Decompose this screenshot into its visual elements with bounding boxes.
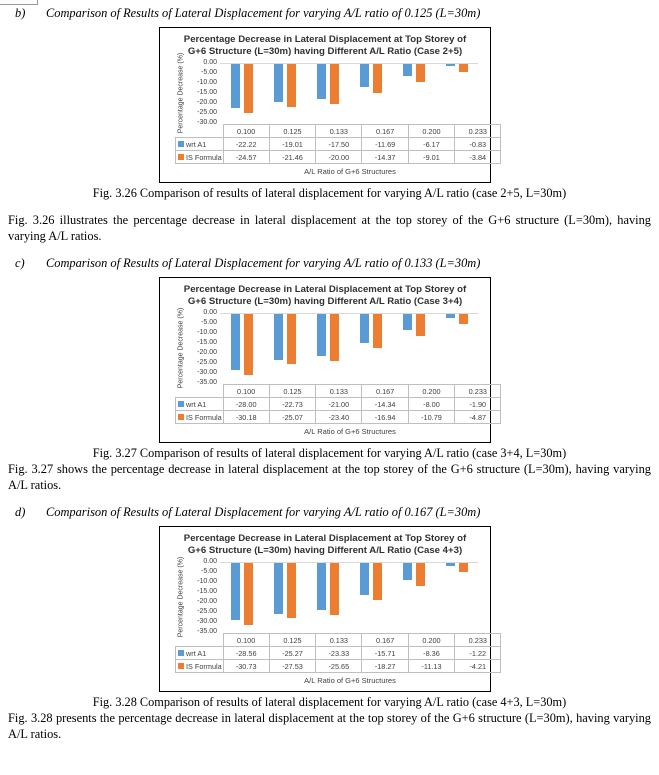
table-value-cell: -21.00 — [316, 398, 362, 411]
y-tick-label: -15.00 — [197, 588, 217, 596]
bar-wrt-a1 — [317, 64, 326, 99]
bar-wrt-a1 — [274, 563, 283, 614]
table-category-cell: 0.167 — [362, 634, 408, 647]
table-value-cell: -4.87 — [455, 411, 501, 424]
body-paragraph: Fig. 3.28 presents the percentage decrease in lateral displacement at the top storey of the G+6 structure (L=30m), having varying A/L ratios. — [8, 711, 651, 741]
table-category-cell: 0.167 — [362, 125, 408, 138]
table-value-cell: -9.01 — [408, 151, 454, 164]
figure-caption: Fig. 3.27 Comparison of results of lateral displacement for varying A/L ratio (case 3+4, L=30m) — [92, 446, 567, 461]
bar-group — [220, 563, 263, 624]
table-category-row — [176, 125, 501, 138]
plot-area — [220, 562, 478, 633]
x-axis-label: A/L Ratio of G+6 Structures — [304, 427, 396, 437]
bar-is-formula — [459, 64, 468, 72]
y-tick-label: -30.00 — [197, 369, 217, 377]
y-axis — [175, 52, 220, 134]
bar-wrt-a1 — [446, 64, 455, 66]
table-value-cell: -23.33 — [316, 647, 362, 660]
table-value-cell: -22.22 — [223, 138, 269, 151]
y-tick-label: -15.00 — [197, 339, 217, 347]
bar-group — [220, 64, 263, 113]
table-value-cell: -0.83 — [455, 138, 501, 151]
y-axis-label: Percentage Decrease (%) — [177, 557, 185, 638]
bar-group — [349, 314, 392, 348]
table-category-cell: 0.100 — [223, 385, 269, 398]
bar-group — [392, 314, 435, 336]
table-series-row — [176, 647, 501, 660]
table-value-cell: -1.90 — [455, 398, 501, 411]
legend-label: wrt A1 — [186, 648, 207, 658]
bar-group — [435, 64, 478, 72]
bar-wrt-a1 — [231, 314, 240, 370]
table-value-cell: -18.27 — [362, 660, 408, 673]
plot-area — [220, 63, 478, 124]
legend-label: IS Formula — [186, 412, 222, 422]
bar-wrt-a1 — [274, 314, 283, 359]
bar-is-formula — [330, 64, 339, 104]
bar-group — [263, 563, 306, 618]
heading-text: Comparison of Results of Lateral Displacement for varying A/L ratio of 0.167 (L=30m) — [46, 505, 481, 520]
bar-group — [392, 563, 435, 585]
chart-figure-case-3plus4 — [159, 277, 491, 443]
table-value-cell: -23.40 — [316, 411, 362, 424]
y-tick-label: -5.00 — [201, 69, 217, 76]
figure-caption: Fig. 3.28 Comparison of results of lateral displacement for varying A/L ratio (case 4+3, L=30m) — [92, 695, 567, 710]
bar-wrt-a1 — [360, 64, 369, 87]
table-value-cell: -22.73 — [269, 398, 315, 411]
table-value-cell: -6.17 — [408, 138, 454, 151]
bar-wrt-a1 — [317, 314, 326, 356]
bar-wrt-a1 — [446, 314, 455, 318]
heading-letter: c) — [15, 256, 25, 271]
bar-is-formula — [244, 563, 253, 624]
table-category-cell: 0.233 — [455, 634, 501, 647]
bar-group — [306, 563, 349, 614]
heading-letter: d) — [15, 505, 26, 520]
table-value-cell: -3.84 — [455, 151, 501, 164]
table-value-cell: -11.69 — [362, 138, 408, 151]
figure-caption: Fig. 3.26 Comparison of results of lateral displacement for varying A/L ratio (case 2+5, L=30m) — [92, 186, 567, 200]
bar-wrt-a1 — [403, 64, 412, 76]
bar-group — [349, 64, 392, 93]
table-value-cell: -25.07 — [269, 411, 315, 424]
bar-wrt-a1 — [231, 64, 240, 108]
chart-body — [175, 557, 478, 638]
table-value-cell: -19.01 — [269, 138, 315, 151]
bar-group — [435, 314, 478, 324]
bar-is-formula — [287, 64, 296, 107]
table-series-row — [176, 398, 501, 411]
table-value-cell: -28.00 — [223, 398, 269, 411]
section-heading — [15, 6, 651, 21]
plot-area — [220, 313, 478, 384]
bar-group — [263, 64, 306, 107]
y-tick-label: -20.00 — [197, 598, 217, 606]
table-category-cell: 0.125 — [269, 385, 315, 398]
bar-group — [435, 563, 478, 571]
bar-wrt-a1 — [231, 563, 240, 620]
y-tick-label: -20.00 — [197, 349, 217, 357]
table-category-cell: 0.125 — [269, 125, 315, 138]
bar-wrt-a1 — [446, 563, 455, 565]
y-tick-label: -10.00 — [197, 79, 217, 86]
bar-group — [306, 314, 349, 361]
bar-is-formula — [373, 563, 382, 600]
table-category-cell: 0.200 — [408, 125, 454, 138]
y-tick-label: -30.00 — [197, 119, 217, 126]
table-category-cell: 0.100 — [223, 634, 269, 647]
table-value-cell: -27.53 — [269, 660, 315, 673]
bar-group — [306, 64, 349, 104]
table-category-cell: 0.167 — [362, 385, 408, 398]
y-tick-label: -35.00 — [197, 628, 217, 636]
bar-wrt-a1 — [403, 314, 412, 330]
y-tick-label: -5.00 — [201, 568, 217, 576]
bar-wrt-a1 — [360, 563, 369, 594]
legend-label: IS Formula — [186, 152, 222, 162]
bar-group — [220, 314, 263, 374]
body-paragraph: Fig. 3.27 shows the percentage decrease in lateral displacement at the top storey of the G+6 structure (L=30m), having varying A/L ratios. — [8, 462, 651, 492]
y-tick-label: -10.00 — [197, 578, 217, 586]
table-category-cell: 0.200 — [408, 634, 454, 647]
table-value-cell: -1.22 — [455, 647, 501, 660]
table-value-cell: -21.46 — [269, 151, 315, 164]
table-category-cell: 0.125 — [269, 634, 315, 647]
table-value-cell: -8.00 — [408, 398, 454, 411]
table-value-cell: -30.73 — [223, 660, 269, 673]
page-corner-artifact — [0, 0, 38, 5]
bar-group — [263, 314, 306, 364]
y-tick-label: -15.00 — [197, 89, 217, 96]
table-category-cell: 0.200 — [408, 385, 454, 398]
bar-is-formula — [373, 64, 382, 93]
section-b — [8, 6, 651, 244]
bar-is-formula — [416, 314, 425, 336]
bar-is-formula — [244, 64, 253, 113]
table-series-row — [176, 138, 501, 151]
table-value-cell: -17.50 — [316, 138, 362, 151]
table-value-cell: -25.27 — [269, 647, 315, 660]
table-value-cell: -4.21 — [455, 660, 501, 673]
data-table — [175, 124, 501, 164]
y-tick-label: -20.00 — [197, 99, 217, 106]
x-axis-label: A/L Ratio of G+6 Structures — [304, 167, 396, 176]
table-value-cell: -10.79 — [408, 411, 454, 424]
table-value-cell: -24.57 — [223, 151, 269, 164]
section-d — [8, 505, 651, 742]
table-category-cell: 0.133 — [316, 385, 362, 398]
y-tick-label: -5.00 — [201, 319, 217, 327]
table-value-cell: -20.00 — [316, 151, 362, 164]
bar-is-formula — [459, 314, 468, 324]
table-category-cell: 0.233 — [455, 385, 501, 398]
bar-is-formula — [373, 314, 382, 348]
section-heading — [15, 505, 651, 520]
y-tick-label: -35.00 — [197, 379, 217, 387]
data-table — [175, 633, 501, 673]
bar-is-formula — [287, 314, 296, 364]
table-category-cell: 0.100 — [223, 125, 269, 138]
table-category-cell: 0.133 — [316, 634, 362, 647]
table-value-cell: -25.65 — [316, 660, 362, 673]
table-category-cell: 0.133 — [316, 125, 362, 138]
bar-is-formula — [244, 314, 253, 374]
table-value-cell: -16.94 — [362, 411, 408, 424]
y-tick-label: 0.00 — [203, 59, 217, 66]
heading-text: Comparison of Results of Lateral Displacement for varying A/L ratio of 0.133 (L=30m) — [46, 256, 481, 271]
table-series-row — [176, 151, 501, 164]
table-value-cell: -8.36 — [408, 647, 454, 660]
chart-title: Percentage Decrease in Lateral Displacement at Top Storey of G+6 Structure (L=30m) having Different A/L Ratio (Case 4+3) — [183, 533, 467, 556]
y-tick-label: -25.00 — [197, 109, 217, 116]
bar-is-formula — [287, 563, 296, 618]
table-value-cell: -15.71 — [362, 647, 408, 660]
x-axis-label: A/L Ratio of G+6 Structures — [304, 676, 396, 686]
bar-wrt-a1 — [360, 314, 369, 343]
y-tick-label: -25.00 — [197, 608, 217, 616]
y-tick-label: -25.00 — [197, 359, 217, 367]
bar-is-formula — [330, 563, 339, 614]
bar-wrt-a1 — [274, 64, 283, 102]
chart-body — [175, 307, 478, 389]
section-c — [8, 256, 651, 493]
table-series-row — [176, 411, 501, 424]
chart-title: Percentage Decrease in Lateral Displacement at Top Storey of G+6 Structure (L=30m) having Different A/L Ratio (Case 3+4) — [183, 284, 467, 307]
bar-is-formula — [416, 64, 425, 82]
table-category-row — [176, 385, 501, 398]
y-axis-label: Percentage Decrease (%) — [177, 307, 185, 389]
heading-text: Comparison of Results of Lateral Displacement for varying A/L ratio of 0.125 (L=30m) — [46, 6, 481, 20]
table-value-cell: -14.37 — [362, 151, 408, 164]
bar-is-formula — [459, 563, 468, 571]
bar-group — [349, 563, 392, 600]
section-heading — [15, 256, 651, 271]
y-tick-label: 0.00 — [203, 309, 217, 317]
y-tick-label: -30.00 — [197, 618, 217, 626]
table-value-cell: -11.13 — [408, 660, 454, 673]
bar-group — [392, 64, 435, 82]
heading-letter: b) — [15, 6, 26, 20]
table-series-row — [176, 660, 501, 673]
chart-title: Percentage Decrease in Lateral Displacement at Top Storey of G+6 Structure (L=30m) having Different A/L Ratio (Case 2+5) — [183, 34, 467, 57]
y-axis — [175, 557, 220, 638]
y-tick-label: -10.00 — [197, 329, 217, 337]
data-table — [175, 384, 501, 424]
bar-wrt-a1 — [317, 563, 326, 610]
table-value-cell: -30.18 — [223, 411, 269, 424]
bar-wrt-a1 — [403, 563, 412, 580]
body-paragraph: Fig. 3.26 illustrates the percentage decrease in lateral displacement at the top storey of the G+6 structure (L=30m), having varying A/L ratios. — [8, 213, 651, 243]
bar-is-formula — [330, 314, 339, 361]
legend-label: wrt A1 — [186, 139, 207, 149]
chart-figure-case-4plus3 — [159, 526, 491, 692]
y-axis-label: Percentage Decrease (%) — [177, 52, 185, 134]
bar-is-formula — [416, 563, 425, 585]
legend-label: wrt A1 — [186, 399, 207, 409]
legend-label: IS Formula — [186, 661, 222, 671]
y-axis — [175, 307, 220, 389]
chart-figure-case-2plus5 — [159, 27, 491, 183]
table-category-cell: 0.233 — [455, 125, 501, 138]
table-category-row — [176, 634, 501, 647]
y-tick-label: 0.00 — [203, 558, 217, 566]
table-value-cell: -14.34 — [362, 398, 408, 411]
table-value-cell: -28.56 — [223, 647, 269, 660]
